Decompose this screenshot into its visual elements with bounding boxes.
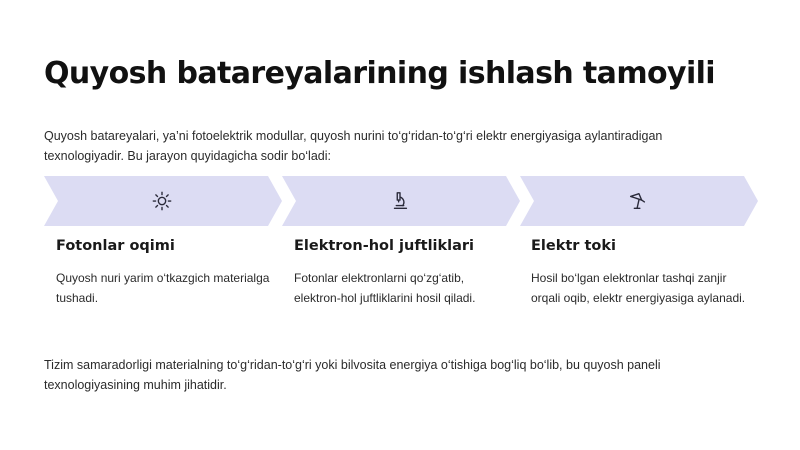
microscope-icon (389, 190, 411, 212)
step-title: Elektr toki (531, 238, 616, 254)
step-title: Fotonlar oqimi (56, 238, 175, 254)
step-1 (56, 238, 271, 308)
step-description: Hosil bo‘lgan elektronlar tashqi zanjir orqali oqib, elektr energiyasiga aylanadi. (531, 271, 746, 305)
page-title: Quyosh batareyalarining ishlash tamoyili (44, 56, 715, 91)
step-description: Fotonlar elektronlarni qo‘zg‘atib, elektron-hol juftliklarini hosil qiladi. (294, 271, 476, 305)
step-description: Quyosh nuri yarim o‘tkazgich materialga tushadi. (56, 271, 270, 305)
step-2 (294, 238, 509, 308)
step-title: Elektron-hol juftliklari (294, 238, 475, 254)
intro-paragraph: Quyosh batareyalari, ya’ni fotoelektrik modullar, quyosh nurini to‘g‘ridan-to‘g‘ri elektr energiyasiga aylantiradigan texnologiyadir. Bu jarayon quyidagicha sodir bo‘ladi: (44, 129, 663, 163)
lamp-icon (627, 190, 649, 212)
process-chevrons (44, 176, 760, 226)
conclusion-paragraph: Tizim samaradorligi materialning to‘g‘ridan-to‘g‘ri yoki bilvosita energiya o‘tishiga bog‘liq bo‘lib, bu quyosh paneli texnologiyasining muhim jihatidir. (44, 358, 661, 392)
sun-icon (151, 190, 173, 212)
step-3 (531, 238, 746, 308)
